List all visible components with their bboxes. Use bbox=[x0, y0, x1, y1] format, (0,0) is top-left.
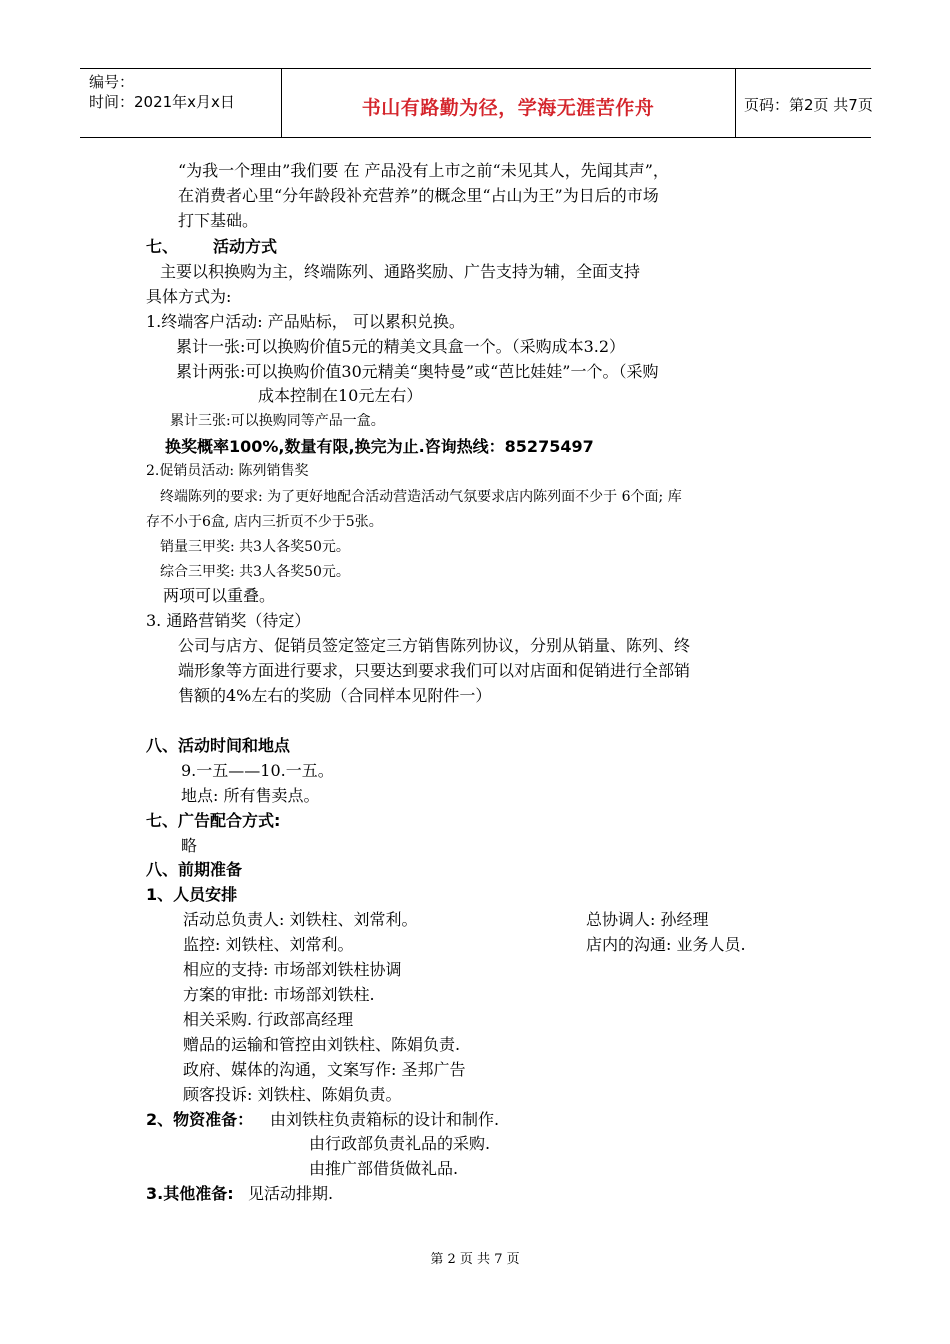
staff-line-1: 活动总负责人: 刘铁柱、刘常利。 bbox=[183, 910, 418, 929]
item-2-line-2: 存不小于6盒, 店内三折页不少于5张。 bbox=[146, 514, 383, 530]
item-3-line-1: 公司与店方、促销员签定签定三方销售陈列协议，分别从销量、陈列、终 bbox=[178, 636, 691, 655]
section-8-line-2: 地点: 所有售卖点。 bbox=[181, 786, 320, 805]
subsection-2-title: 2、物资准备： bbox=[146, 1110, 254, 1129]
staff-line-2: 监控: 刘铁柱、刘常利。 bbox=[183, 935, 354, 954]
subsection-2-line-2: 由行政部负责礼品的采购. bbox=[309, 1134, 491, 1153]
motto: 书山有路勤为径，学海无涯苦作舟 bbox=[361, 97, 655, 119]
intro-line-1: “为我一个理由”我们要 在 产品没有上市之前“未见其人，先闻其声”， bbox=[178, 161, 669, 180]
intro-line-2: 在消费者心里“分年龄段补充营养”的概念里“占山为王”为日后的市场 bbox=[178, 186, 659, 205]
page-header bbox=[80, 68, 871, 138]
page-footer: 第 2 页 共 7 页 bbox=[430, 1252, 520, 1267]
staff-line-4: 方案的审批: 市场部刘铁柱. bbox=[183, 985, 375, 1004]
section-7-number: 七、 bbox=[146, 237, 179, 256]
section-7-line-2: 具体方式为: bbox=[146, 287, 232, 306]
section-7-line-1: 主要以积换购为主，终端陈列、通路奖励、广告支持为辅，全面支持 bbox=[160, 262, 641, 281]
subsection-2-line-1: 由刘铁柱负责箱标的设计和制作. bbox=[270, 1110, 500, 1129]
item-2-title: 2.促销员活动: 陈列销售奖 bbox=[146, 463, 309, 479]
staff-right-2: 店内的沟通: 业务人员. bbox=[586, 935, 746, 954]
item-3-line-2: 端形象等方面进行要求，只要达到要求我们可以对店面和促销进行全部销 bbox=[178, 661, 691, 680]
subsection-3-text: 见活动排期. bbox=[248, 1184, 334, 1203]
staff-line-8: 顾客投诉: 刘铁柱、陈娟负责。 bbox=[183, 1085, 402, 1104]
item-3-title: 3. 通路营销奖（待定） bbox=[146, 611, 311, 630]
item-1-line-4: 累计三张:可以换购同等产品一盒。 bbox=[170, 413, 385, 429]
item-2-line-1: 终端陈列的要求: 为了更好地配合活动营造活动气氛要求店内陈列面不少于 6个面; 库 bbox=[160, 489, 682, 505]
subsection-2-line-3: 由推广部借货做礼品. bbox=[309, 1159, 459, 1178]
header-page-cell bbox=[736, 69, 871, 137]
header-info-cell bbox=[80, 69, 282, 137]
header-motto-cell bbox=[281, 69, 736, 137]
section-8-title: 八、活动时间和地点 bbox=[146, 736, 291, 755]
item-3-line-3: 售额的4%左右的奖励（合同样本见附件一） bbox=[178, 686, 492, 705]
subsection-3-title: 3.其他准备: bbox=[146, 1184, 234, 1203]
header-page-number: 页码：第2页 共7页 bbox=[744, 96, 873, 114]
item-1-title: 1.终端客户活动: 产品贴标， 可以累积兑换。 bbox=[146, 312, 465, 331]
section-8-line-1: 9.一五——10.一五。 bbox=[181, 761, 334, 780]
item-1-line-3: 成本控制在10元左右） bbox=[258, 386, 423, 405]
document-date: 时间：2021年x月x日 bbox=[89, 93, 235, 111]
staff-line-7: 政府、媒体的沟通，文案写作: 圣邦广告 bbox=[183, 1060, 466, 1079]
staff-line-5: 相关采购. 行政部高经理 bbox=[183, 1010, 354, 1029]
section-7b-title: 七、广告配合方式: bbox=[146, 811, 281, 830]
staff-line-3: 相应的支持: 市场部刘铁柱协调 bbox=[183, 960, 402, 979]
staff-line-6: 赠品的运输和管控由刘铁柱、陈娟负责. bbox=[183, 1035, 461, 1054]
subsection-1-title: 1、人员安排 bbox=[146, 885, 238, 904]
document-number: 编号： bbox=[89, 73, 135, 91]
section-7b-text: 略 bbox=[181, 836, 198, 855]
section-7-title: 活动方式 bbox=[213, 237, 278, 256]
item-2-line-5: 两项可以重叠。 bbox=[163, 586, 276, 605]
staff-right-1: 总协调人: 孙经理 bbox=[586, 910, 709, 929]
section-8b-title: 八、前期准备 bbox=[146, 860, 243, 879]
item-1-line-2: 累计两张:可以换购价值30元精美“奥特曼”或“芭比娃娃”一个。（采购 bbox=[176, 362, 659, 381]
item-1-line-1: 累计一张:可以换购价值5元的精美文具盒一个。（采购成本3.2） bbox=[176, 337, 626, 356]
intro-line-3: 打下基础。 bbox=[178, 211, 259, 230]
item-2-line-3: 销量三甲奖: 共3人各奖50元。 bbox=[160, 539, 350, 555]
item-2-line-4: 综合三甲奖: 共3人各奖50元。 bbox=[160, 564, 350, 580]
hotline: 换奖概率100%,数量有限,换完为止.咨询热线：85275497 bbox=[165, 437, 594, 456]
